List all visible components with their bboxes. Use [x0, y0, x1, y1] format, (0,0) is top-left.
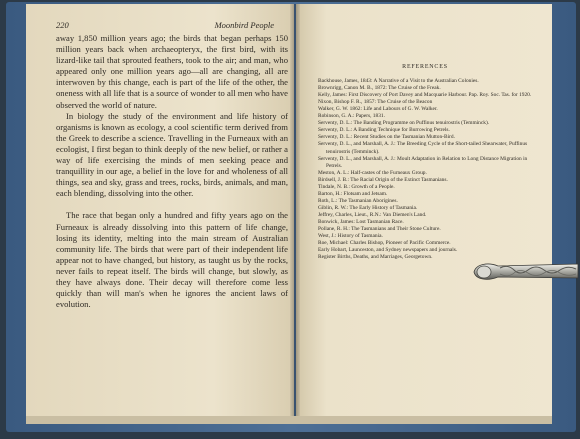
reference-entry: Serventy, D. L.: Recent Studies on the Tasmanian Mutton-Bird.	[318, 134, 455, 141]
reference-entry: Tindale, N. B.: Growth of a People.	[318, 183, 395, 190]
paragraph: The race that began only a hundred and fifty years ago on the Furneaux is already dissolving into this pattern of life change, losing its identity, melting into the main stream of Australian community life. The birds that were part of their independent life appear not to have changed, but history, as taught us by the rocks, never fails to repeat itself. The birds will change, but slowly, as they have always done. Their decay will therefore come less quickly than will man's when he ignores the ancient laws of evolution.	[56, 210, 288, 310]
reference-entry: Kelly, James: First Discovery of Port Davey and Macquarie Harbour. Pap. Roy. Soc. Tas. for 1920.	[318, 92, 532, 99]
reference-entry: Robinson, G. A.: Papers, 1831.	[318, 113, 385, 120]
reference-entry: Giblin, R. W.: The Early History of Tasmania.	[318, 204, 418, 211]
ornate-metal-bookmark-icon	[470, 258, 580, 284]
reference-entry: Brownrigg, Canon M. B., 1872: The Cruise of the Freak.	[318, 85, 441, 92]
paragraph: away 1,850 million years ago; the birds that began perhaps 150 million years back when archaeopteryx, the first bird, with its lizard-like tail that sprouted feathers, took to the air; and man, who appeared only one million years ago—all are changing, all are interwoven by this change, each is part of the life of the other, the oneness with all life that is a source of wonder to all men who have observed the world of nature.	[56, 33, 288, 110]
reference-entry: Serventy, D. L., and Marshall, A. J.: Moult Adaptation in Relation to Long Distance Migration in Petrels.	[318, 155, 528, 169]
reference-entry: Meston, A. L.: Half-castes of the Furneaux Group.	[318, 169, 427, 176]
body-text	[56, 33, 288, 310]
references-heading: REFERENCES	[402, 64, 448, 70]
reference-entry: Serventy, D. L., and Marshall, A. J.: The Breeding Cycle of the Short-tailed Shearwater, Puffinus tenuirostris (Temminck).	[318, 141, 528, 155]
paragraph: In biology the study of the environment and life history of organisms is known as ecology, a cool scientific term derived from the Greek to describe a science. Travelling in the Furneaux with an ecologist, I first began to think deeply of the new belief, or rather a way of life exercising the minds of men seeking peace and tranquillity in our age, a belief in the love for and wholeness of all things, sea and sky, grass and trees, rocks, birds, animals, and man, each blending, dissolving into the other.	[56, 110, 288, 199]
book-gutter	[290, 4, 300, 416]
reference-entry: Jeffrey, Charles, Lieut., R.N.: Van Diemen's Land.	[318, 211, 427, 218]
reference-entry: Early Hobart, Launceston, and Sydney newspapers and journals.	[318, 247, 458, 254]
reference-entry: Serventy, D. L.: A Banding Technique for Burrowing Petrels.	[318, 127, 450, 134]
reference-entry: Backhouse, James, 1843: A Narrative of a Visit to the Australian Colonies.	[318, 78, 479, 85]
references-list	[318, 64, 532, 261]
reference-entry: Register Births, Deaths, and Marriages, Georgetown.	[318, 254, 433, 261]
reference-entry: Roe, Michael: Charles Bishop, Pioneer of Pacific Commerce.	[318, 240, 451, 247]
reference-entry: Serventy, D. L.: The Banding Programme on Puffinus tenuirostris (Temminck).	[318, 120, 490, 127]
reference-entry: Walker, G. W. 1862: Life and Labours of G. W. Walker.	[318, 106, 438, 113]
reference-entry: Birdsell, J. B.: The Racial Origin of the Extinct Tasmanians.	[318, 176, 448, 183]
right-page	[296, 4, 552, 416]
reference-entry: Nixon, Bishop F. R., 1857: The Cruise of the Beacon	[318, 99, 433, 106]
left-page	[26, 4, 294, 416]
reference-entry: Bonwick, James: Lost Tasmanian Race.	[318, 218, 404, 225]
reference-entry: Roth, L.: The Tasmanian Aborigines.	[318, 197, 398, 204]
page-edge	[26, 416, 552, 424]
page-number: 220	[56, 20, 69, 30]
running-title: Moonbird People	[214, 20, 274, 30]
reference-entry: Barton, H.: Flotsam and Jetsam.	[318, 190, 388, 197]
reference-entry: Pollane, R. H.: The Tasmanians and Their Stone Culture.	[318, 226, 441, 233]
reference-entry: West, J.: History of Tasmania.	[318, 233, 383, 240]
